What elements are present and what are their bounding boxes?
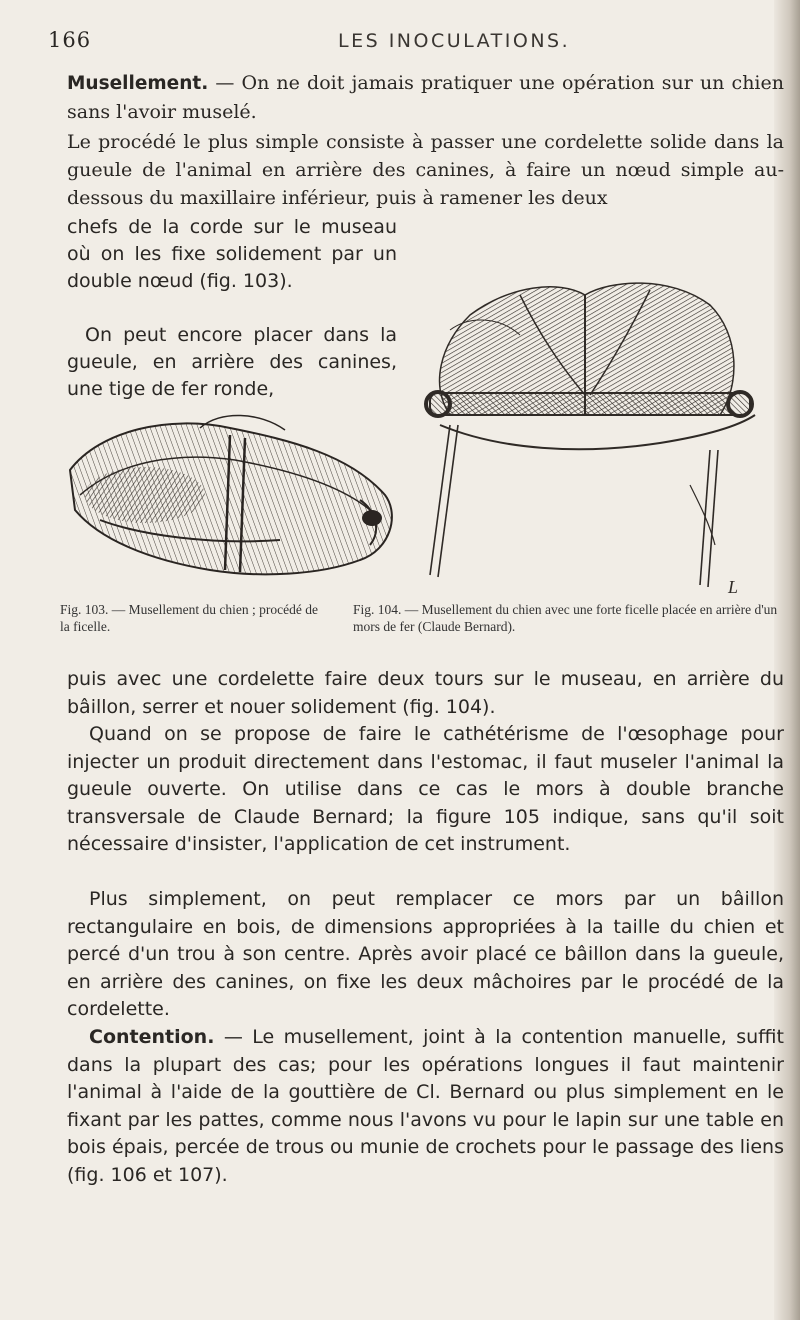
figure-103-illustration — [60, 400, 405, 585]
figure-103-caption: Fig. 103. — Musellement du chien ; procédé de la ficelle. — [60, 602, 318, 634]
section-heading-contention: Contention. — [89, 1026, 215, 1048]
paragraph-procede-wrap: chefs de la corde sur le museau où on les fixe solidement par un double nœud (fig. 103). — [67, 216, 397, 292]
paragraph-tige-wrap: On peut encore placer dans la gueule, en arrière des canines, une tige de fer ronde, — [67, 324, 397, 400]
page-header — [48, 28, 748, 58]
figure-104-illustration — [410, 275, 770, 595]
running-title: LES INOCULATIONS. — [338, 30, 571, 52]
paragraph-contention — [67, 1024, 784, 1189]
paragraph-musellement — [67, 69, 784, 126]
figure-104-letter: L — [728, 577, 739, 595]
paragraph-cordelette: puis avec une cordelette faire deux tours sur le museau, en arrière du bâillon, serrer et nouer solidement (fig. 104). — [67, 668, 784, 718]
paragraph-baillon: Plus simplement, on peut remplacer ce mors par un bâillon rectangulaire en bois, de dimensions appropriées à la taille du chien et percé d'un trou à son centre. Après avoir placé ce bâillon dans la gueule, en arrière des canines, on fixe les deux mâchoires par le procédé de la cordelette. — [67, 888, 784, 1020]
paragraph-intro-text: — On ne doit jamais pratiquer une opération sur un chien sans l'avoir muselé. — [67, 72, 784, 123]
paragraph-procede-line: Le procédé le plus simple consiste à passer une cordelette solide dans la gueule de l'animal en arrière des canines, à faire un nœud simple au-dessous du maxillaire inférieur, puis à ramener les deux — [67, 131, 784, 209]
page-number: 166 — [48, 28, 92, 52]
paragraph-contention-text: — Le musellement, joint à la contention manuelle, suffit dans la plupart des cas; pour les opérations longues il faut maintenir l'animal à l'aide de la gouttière de Cl. Bernard ou plus simplement en le fixant par les pattes, comme nous l'avons vu pour le lapin sur une table en bois épais, percée de trous ou munie de crochets pour le passage des liens (fig. 106 et 107). — [67, 1026, 784, 1186]
figure-104-caption: Fig. 104. — Musellement du chien avec une forte ficelle placée en arrière d'un mors de fer (Claude Bernard). — [353, 602, 778, 634]
paragraph-catheterisme: Quand on se propose de faire le cathétérisme de l'œsophage pour injecter un produit directement dans l'estomac, il faut museler l'animal la gueule ouverte. On utilise dans ce cas le mors à double branche transversale de Claude Bernard; la figure 105 indique, sans qu'il soit nécessaire d'insister, l'application de cet instrument. — [67, 723, 784, 855]
section-heading-musellement: Musellement. — [67, 73, 209, 94]
